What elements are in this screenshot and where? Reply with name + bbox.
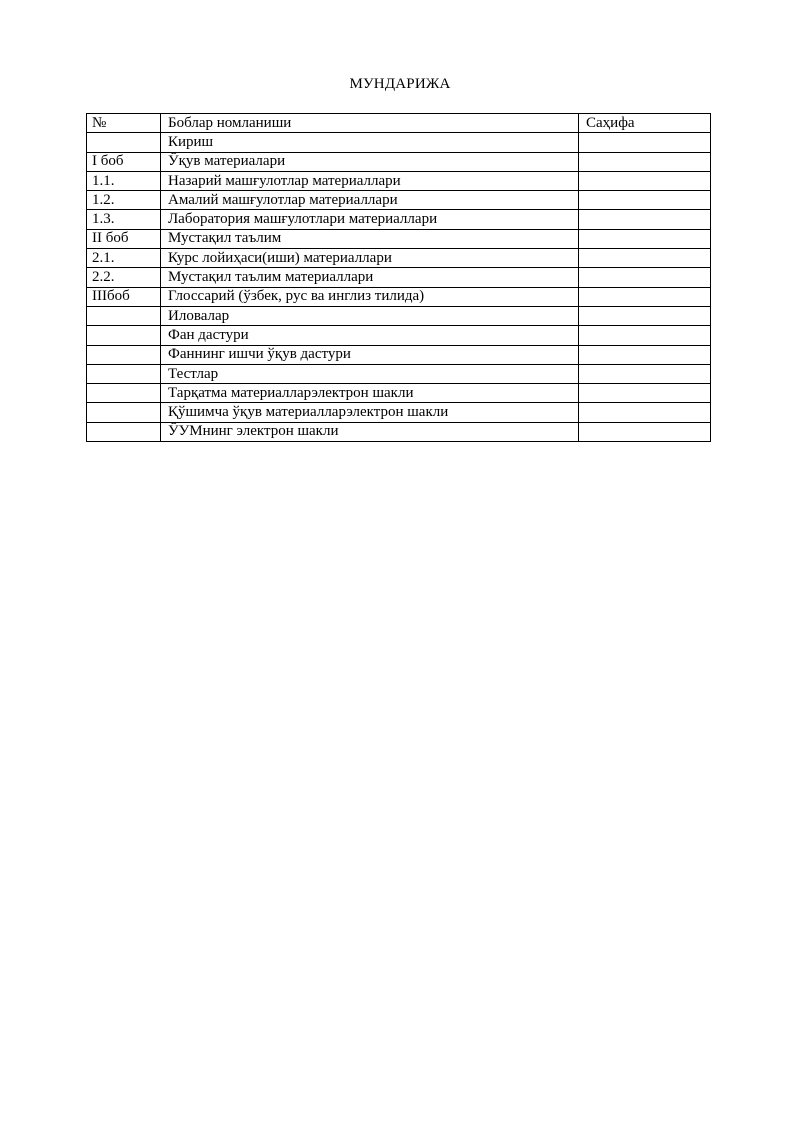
row-page bbox=[579, 229, 711, 248]
row-page bbox=[579, 345, 711, 364]
table-row bbox=[87, 133, 711, 152]
row-chapter-title: Мустақил таълим bbox=[161, 229, 579, 248]
table-row bbox=[87, 152, 711, 171]
row-page bbox=[579, 287, 711, 306]
header-chapter: Боблар номланиши bbox=[161, 114, 579, 133]
row-chapter-title: Фаннинг ишчи ўқув дастури bbox=[161, 345, 579, 364]
row-page bbox=[579, 306, 711, 325]
row-chapter-title: Лаборатория машғулотлари материаллари bbox=[161, 210, 579, 229]
table-row bbox=[87, 326, 711, 345]
row-chapter-title: Тестлар bbox=[161, 364, 579, 383]
table-row bbox=[87, 422, 711, 441]
row-chapter-title: Амалий машғулотлар материаллари bbox=[161, 191, 579, 210]
row-chapter-title: Назарий машғулотлар материаллари bbox=[161, 171, 579, 190]
table-row bbox=[87, 171, 711, 190]
table-row bbox=[87, 287, 711, 306]
table-row bbox=[87, 306, 711, 325]
row-number bbox=[87, 345, 161, 364]
row-page bbox=[579, 268, 711, 287]
contents-table bbox=[86, 113, 711, 442]
table-row bbox=[87, 403, 711, 422]
row-chapter-title: Глоссарий (ўзбек, рус ва инглиз тилида) bbox=[161, 287, 579, 306]
table-row bbox=[87, 384, 711, 403]
row-page bbox=[579, 403, 711, 422]
row-number bbox=[87, 403, 161, 422]
table-row bbox=[87, 210, 711, 229]
table-row bbox=[87, 191, 711, 210]
row-number: 1.2. bbox=[87, 191, 161, 210]
row-page bbox=[579, 422, 711, 441]
row-page bbox=[579, 364, 711, 383]
table-row bbox=[87, 364, 711, 383]
row-chapter-title: Иловалар bbox=[161, 306, 579, 325]
row-number: 2.2. bbox=[87, 268, 161, 287]
row-number: IIIбоб bbox=[87, 287, 161, 306]
table-row bbox=[87, 268, 711, 287]
row-page bbox=[579, 210, 711, 229]
row-number bbox=[87, 364, 161, 383]
row-number bbox=[87, 306, 161, 325]
row-chapter-title: Кириш bbox=[161, 133, 579, 152]
row-page bbox=[579, 384, 711, 403]
row-page bbox=[579, 171, 711, 190]
row-chapter-title: Тарқатма материалларэлектрон шакли bbox=[161, 384, 579, 403]
row-number bbox=[87, 326, 161, 345]
row-number bbox=[87, 384, 161, 403]
row-number: 1.1. bbox=[87, 171, 161, 190]
page-title: МУНДАРИЖА bbox=[349, 76, 451, 92]
table-header-row bbox=[87, 114, 711, 133]
row-number: II боб bbox=[87, 229, 161, 248]
row-chapter-title: Курс лойиҳаси(иши) материаллари bbox=[161, 249, 579, 268]
row-chapter-title: Қўшимча ўқув материалларэлектрон шакли bbox=[161, 403, 579, 422]
header-page: Саҳифа bbox=[579, 114, 711, 133]
row-number bbox=[87, 133, 161, 152]
row-page bbox=[579, 326, 711, 345]
row-page bbox=[579, 191, 711, 210]
row-chapter-title: Ўқув материалари bbox=[161, 152, 579, 171]
table-row bbox=[87, 249, 711, 268]
row-number: 2.1. bbox=[87, 249, 161, 268]
row-number: I боб bbox=[87, 152, 161, 171]
table-body bbox=[87, 133, 711, 442]
header-number: № bbox=[87, 114, 161, 133]
row-chapter-title: Мустақил таълим материаллари bbox=[161, 268, 579, 287]
table-row bbox=[87, 345, 711, 364]
row-page bbox=[579, 152, 711, 171]
row-page bbox=[579, 133, 711, 152]
row-page bbox=[579, 249, 711, 268]
row-number bbox=[87, 422, 161, 441]
row-chapter-title: Фан дастури bbox=[161, 326, 579, 345]
table-row bbox=[87, 229, 711, 248]
row-number: 1.3. bbox=[87, 210, 161, 229]
row-chapter-title: ЎУМнинг электрон шакли bbox=[161, 422, 579, 441]
